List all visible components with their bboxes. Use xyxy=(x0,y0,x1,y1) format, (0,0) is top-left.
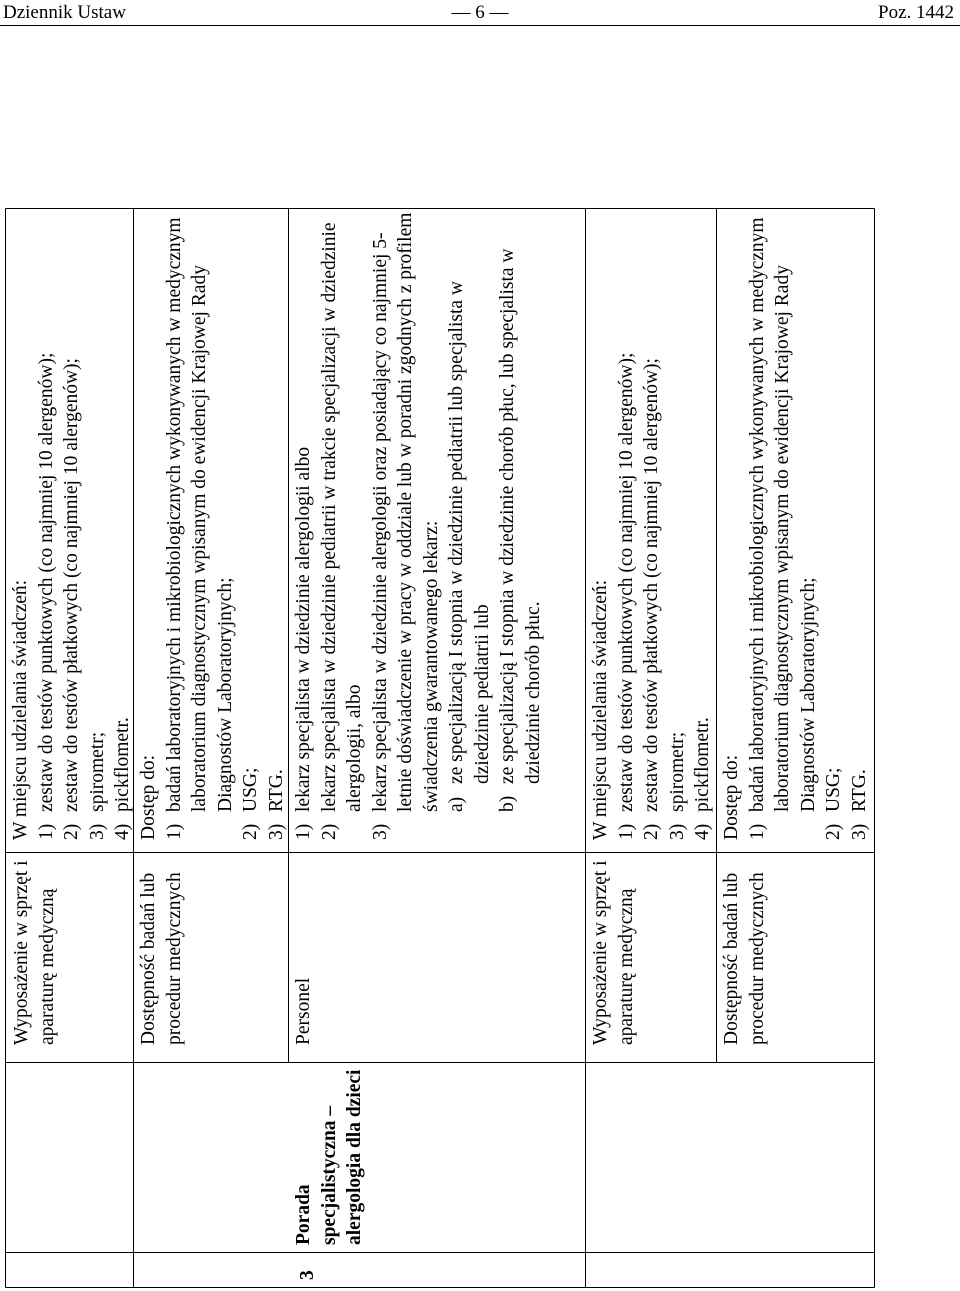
access-label: Dostępność badań lub procedur medycznych xyxy=(138,872,185,1045)
equipment-label: Wyposażenie w sprzęt i aparaturę medyczną xyxy=(11,860,58,1045)
s3-access-label-cell xyxy=(719,859,770,1045)
access-intro: Dostęp do: xyxy=(138,754,159,840)
sub-item: a) ze specjalizacją I stopnia w dziedzinie pediatrii lub specjalista w dziedzinie pediatrii lub xyxy=(446,280,493,812)
list-item: 4) pickflometr. xyxy=(112,717,133,840)
personnel-content-cell xyxy=(291,212,546,840)
list-item: 3) RTG. xyxy=(265,769,287,840)
s3-equipment-list xyxy=(614,212,716,840)
list-item: 2) zestaw do testów płatkowych (co najmniej 10 alergenów); xyxy=(61,358,82,840)
sub-item: b) ze specjalizacją I stopnia w dziedzinie chorób płuc, lub specjalista w dziedzinie chorób płuc. xyxy=(497,248,544,812)
section-title: Porada specjalistyczna – alergologia dla dzieci xyxy=(293,1069,365,1245)
s3-access-intro: Dostęp do: xyxy=(721,754,742,840)
list-item: 2) zestaw do testów płatkowych (co najmniej 10 alergenów); xyxy=(641,358,662,840)
s3-equipment-label-cell xyxy=(588,859,639,1045)
equipment-content-cell xyxy=(8,212,136,840)
list-item: 1) badań laboratoryjnych i mikrobiologicznych wykonywanych w medycznym laboratorium diagnostycznym wpisanym do ewidencji Krajowej Rady Diagnostów Laboratoryjnych; xyxy=(163,217,236,840)
list-item: 1) zestaw do testów punktowych (co najmniej 10 alergenów); xyxy=(35,352,57,840)
s3-access-content-cell xyxy=(719,212,872,840)
journal-name: Dziennik Ustaw xyxy=(3,2,126,23)
s3-equipment-label: Wyposażenie w sprzęt i aparaturę medyczną xyxy=(590,860,637,1045)
header-rule xyxy=(0,25,960,26)
personnel-list xyxy=(291,212,546,840)
list-item: 4) pickflometr. xyxy=(692,717,713,840)
access-label-cell xyxy=(136,859,187,1045)
personnel-label-cell xyxy=(291,859,317,1045)
list-item: 2) USG; xyxy=(823,767,844,840)
list-item: 1) lekarz specjalista w dziedzinie alergologii albo xyxy=(293,446,314,840)
position-number: Poz. 1442 xyxy=(878,2,954,23)
list-item: 2) lekarz specjalista w dziedzinie pediatrii w trakcie specjalizacji w dziedzinie alergologii, albo xyxy=(318,222,365,840)
s3-access-list xyxy=(745,212,873,840)
rotated-table xyxy=(5,208,875,1288)
list-item: 1) badań laboratoryjnych i mikrobiologicznych wykonywanych w medycznym laboratorium diagnostycznym wpisanym do ewidencji Krajowej Rady Diagnostów Laboratoryjnych; xyxy=(746,217,819,840)
list-item: 3) spirometr; xyxy=(666,731,688,840)
s3-equipment-intro: W miejscu udzielania świadczeń: xyxy=(590,579,611,840)
section-number-cell xyxy=(295,1255,321,1280)
access-list xyxy=(162,212,290,840)
equipment-label-cell xyxy=(9,859,60,1045)
s3-equipment-content-cell xyxy=(588,212,716,840)
section-number: 3 xyxy=(297,1270,318,1280)
personnel-label: Personel xyxy=(293,977,314,1045)
s3-access-label: Dostępność badań lub procedur medycznych xyxy=(721,872,768,1045)
access-content-cell xyxy=(136,212,289,840)
section-title-cell xyxy=(291,1067,368,1245)
list-item: 3) spirometr; xyxy=(86,731,108,840)
page-number: — 6 — xyxy=(451,2,509,23)
page-header xyxy=(0,0,960,27)
list-item: 3) RTG. xyxy=(848,769,870,840)
list-item: 3) lekarz specjalista w dziedzinie alergologii oraz posiadający co najmniej 5-letnie doświadczenie w pracy w oddziale lub w poradni zgodnych z profilem świadczenia gwarantowanego lekarz: a) ze specjalizacją I stopnia w dziedzinie pediatrii lub specjalista w dziedzinie pediatrii lub b) ze specjalizacją I stopnia w dziedzinie chorób płuc, lub specjalista w dziedzinie chorób płuc. xyxy=(368,212,547,840)
equipment-intro: W miejscu udzielania świadczeń: xyxy=(10,579,31,840)
list-item: 2) USG; xyxy=(240,767,261,840)
equipment-list xyxy=(34,212,136,840)
list-item: 1) zestaw do testów punktowych (co najmniej 10 alergenów); xyxy=(615,352,637,840)
